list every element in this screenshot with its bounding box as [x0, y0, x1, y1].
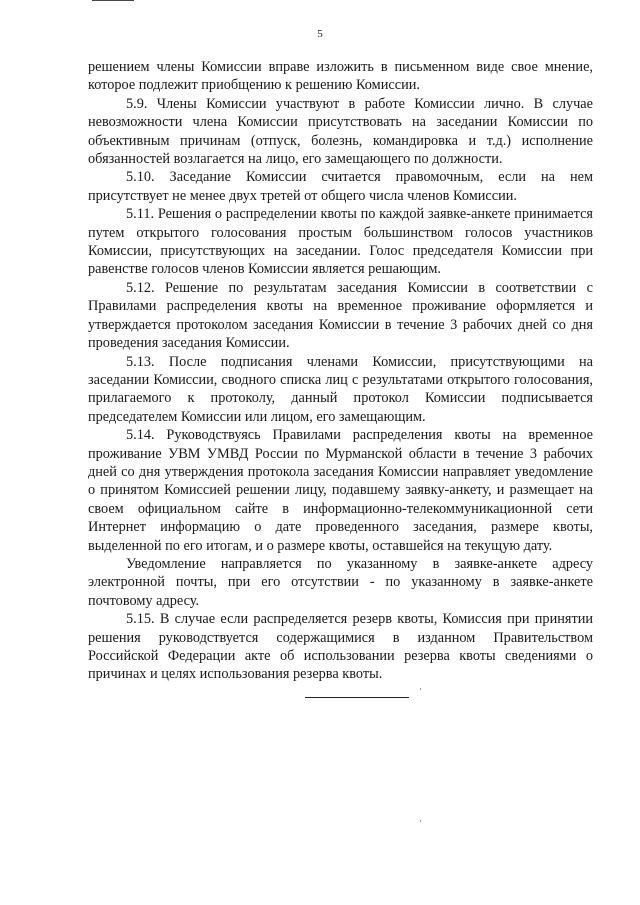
end-of-document-rule: [305, 697, 409, 698]
scan-speck: [420, 688, 421, 690]
paragraph-5-14: 5.14. Руководствуясь Правилами распределения квоты на временное проживание УВМ УМВД России по Мурманской области в течение 3 рабочих дней со дня утверждения протокола заседания Комиссии направляет уведомление о принятом Комиссией решении лицу, подавшему заявку-анкету, и размещает на своем официальном сайте в информационно-телекоммуникационной сети Интернет информацию о дате проведенного заседания, размере квоты, выделенной по его итогам, и о размере квоты, оставшейся на текущую дату.: [88, 427, 593, 554]
paragraph-5-13: 5.13. После подписания членами Комиссии, присутствующими на заседании Комиссии, сводного списка лиц с результатами открытого голосования, прилагаемого к протоколу, данный протокол Комиссии подписывается председателем Комиссии или лицом, его замещающим.: [88, 353, 593, 425]
paragraph-5-11: 5.11. Решения о распределении квоты по каждой заявке-анкете принимается путем открытого голосования простым большинством голосов участников Комиссии, присутствующих на заседании. Голос председателя Комиссии при равенстве голосов членов Комиссии является решающим.: [88, 206, 593, 278]
paragraph-5-10: 5.10. Заседание Комиссии считается правомочным, если на нем присутствует не менее двух третей от общего числа членов Комиссии.: [88, 169, 593, 204]
page-number: 5: [317, 28, 323, 40]
paragraph-5-12: 5.12. Решение по результатам заседания Комиссии в соответствии с Правилами распределения квоты на временное проживание оформляется и утверждается протоколом заседания Комиссии в течение 3 рабочих дней со дня проведения заседания Комиссии.: [88, 279, 593, 352]
paragraph-notification: Уведомление направляется по указанному в заявке-анкете адресу электронной почты, при его отсутствии - по указанному в заявке-анкете почтовому адресу.: [88, 555, 593, 609]
paragraph-continuation: решением члены Комиссии вправе изложить в письменном виде свое мнение, которое подлежит приобщению к решению Комиссии.: [88, 59, 593, 94]
scan-speck: [420, 820, 421, 822]
top-edge-rule: [92, 0, 134, 1]
paragraph-5-15: 5.15. В случае если распределяется резерв квоты, Комиссия при принятии решения руководствуется содержащимися в изданном Правительством Российской Федерации акте об использовании резерва квоты сведениями о причинах и целях использования резерва квоты.: [88, 611, 593, 683]
document-body: [88, 58, 593, 684]
paragraph-5-9: 5.9. Члены Комиссии участвуют в работе Комиссии лично. В случае невозможности члена Комиссии присутствовать на заседании Комиссии по объективным причинам (отпуск, болезнь, командировка и т.д.) исполнение обязанностей возлагается на лицо, его замещающего по должности.: [88, 95, 593, 168]
